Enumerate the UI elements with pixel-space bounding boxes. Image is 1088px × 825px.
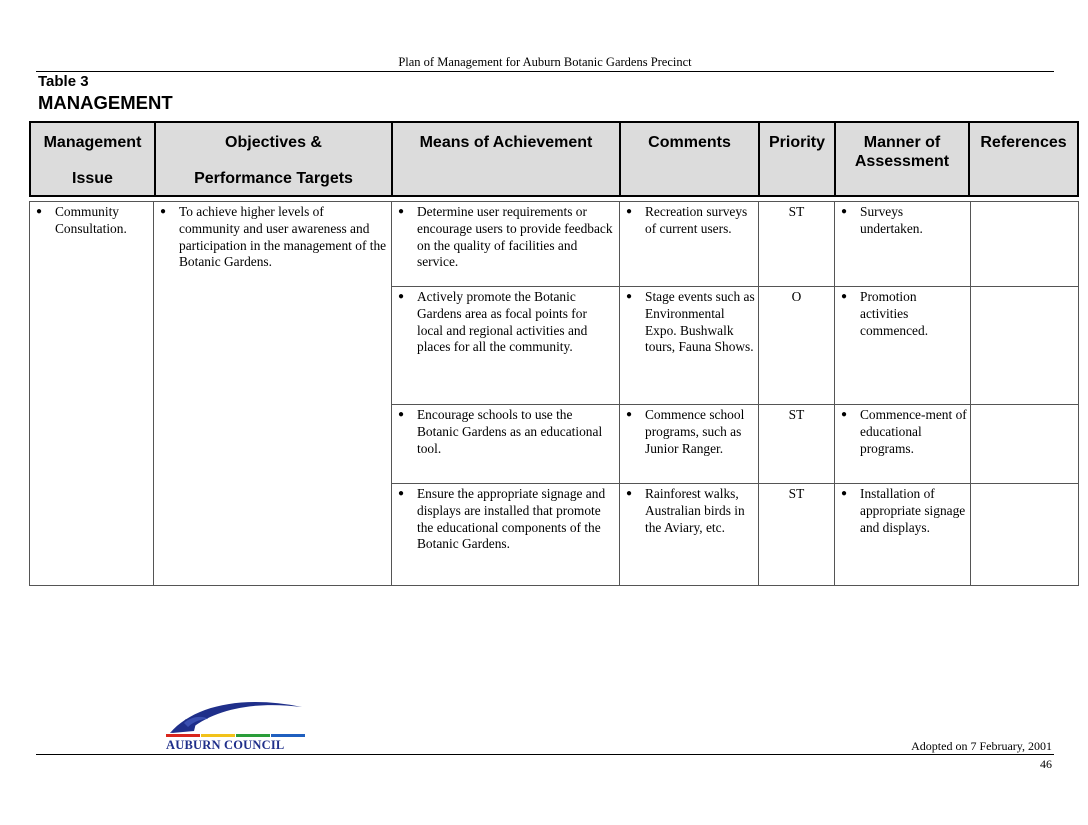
bullet-icon: ●: [626, 206, 633, 217]
priority-cell: ST: [759, 484, 835, 586]
footer-rule: [36, 754, 1054, 755]
means-cell: ● Encourage schools to use the Botanic Gardens as an educational tool.: [392, 405, 620, 484]
bullet-icon: ●: [841, 488, 848, 499]
issue-cell: ● Community Consultation.: [30, 202, 154, 586]
bullet-icon: ●: [626, 488, 633, 499]
assessment-cell: ● Promotion activities commenced.: [835, 287, 971, 405]
comments-cell: ● Commence school programs, such as Junior Ranger.: [620, 405, 759, 484]
references-cell: [971, 202, 1079, 287]
page-number: 46: [1040, 757, 1052, 771]
table-label: Table 3: [38, 73, 89, 90]
references-cell: [971, 484, 1079, 586]
header-means-of-achievement: Means of Achievement: [393, 123, 621, 195]
comments-cell: ● Rainforest walks, Australian birds in the Aviary, etc.: [620, 484, 759, 586]
running-header: Plan of Management for Auburn Botanic Gardens Precinct: [398, 55, 692, 69]
priority-cell: ST: [759, 202, 835, 287]
bullet-icon: ●: [626, 409, 633, 420]
comments-cell: ● Stage events such as Environmental Expo. Bushwalk tours, Fauna Shows.: [620, 287, 759, 405]
logo-text: AUBURN COUNCIL: [166, 738, 285, 752]
bullet-icon: ●: [398, 409, 405, 420]
header-references: References: [970, 123, 1077, 195]
logo-color-bars: [166, 734, 306, 737]
comments-cell: ● Recreation surveys of current users.: [620, 202, 759, 287]
means-cell: ● Actively promote the Botanic Gardens area as focal points for local and regional activities and places for all the community.: [392, 287, 620, 405]
bullet-icon: ●: [841, 206, 848, 217]
management-table: [29, 201, 1079, 586]
header-management-issue: Management Issue: [31, 123, 156, 195]
objective-cell: ● To achieve higher levels of community and user awareness and participation in the management of the Botanic Gardens.: [154, 202, 392, 586]
assessment-cell: ● Surveys undertaken.: [835, 202, 971, 287]
header-rule: [36, 71, 1054, 72]
table-row: [30, 202, 1079, 287]
means-cell: ● Ensure the appropriate signage and displays are installed that promote the educational components of the Botanic Gardens.: [392, 484, 620, 586]
references-cell: [971, 287, 1079, 405]
priority-cell: ST: [759, 405, 835, 484]
header-objectives: Objectives & Performance Targets: [156, 123, 393, 195]
bullet-icon: ●: [841, 291, 848, 302]
assessment-cell: ● Commence-ment of educational programs.: [835, 405, 971, 484]
bullet-icon: ●: [160, 206, 167, 217]
priority-cell: O: [759, 287, 835, 405]
bullet-icon: ●: [398, 206, 405, 217]
means-cell: ● Determine user requirements or encourage users to provide feedback on the quality of facilities and service.: [392, 202, 620, 287]
assessment-cell: ● Installation of appropriate signage and displays.: [835, 484, 971, 586]
bullet-icon: ●: [841, 409, 848, 420]
bullet-icon: ●: [398, 488, 405, 499]
header-manner-of-assessment: Manner of Assessment: [836, 123, 970, 195]
header-comments: Comments: [621, 123, 760, 195]
references-cell: [971, 405, 1079, 484]
bullet-icon: ●: [36, 206, 43, 217]
table-title: MANAGEMENT: [38, 92, 173, 113]
table-header: [29, 121, 1079, 197]
bullet-icon: ●: [398, 291, 405, 302]
adopted-date: Adopted on 7 February, 2001: [911, 739, 1052, 753]
header-priority: Priority: [760, 123, 836, 195]
bullet-icon: ●: [626, 291, 633, 302]
